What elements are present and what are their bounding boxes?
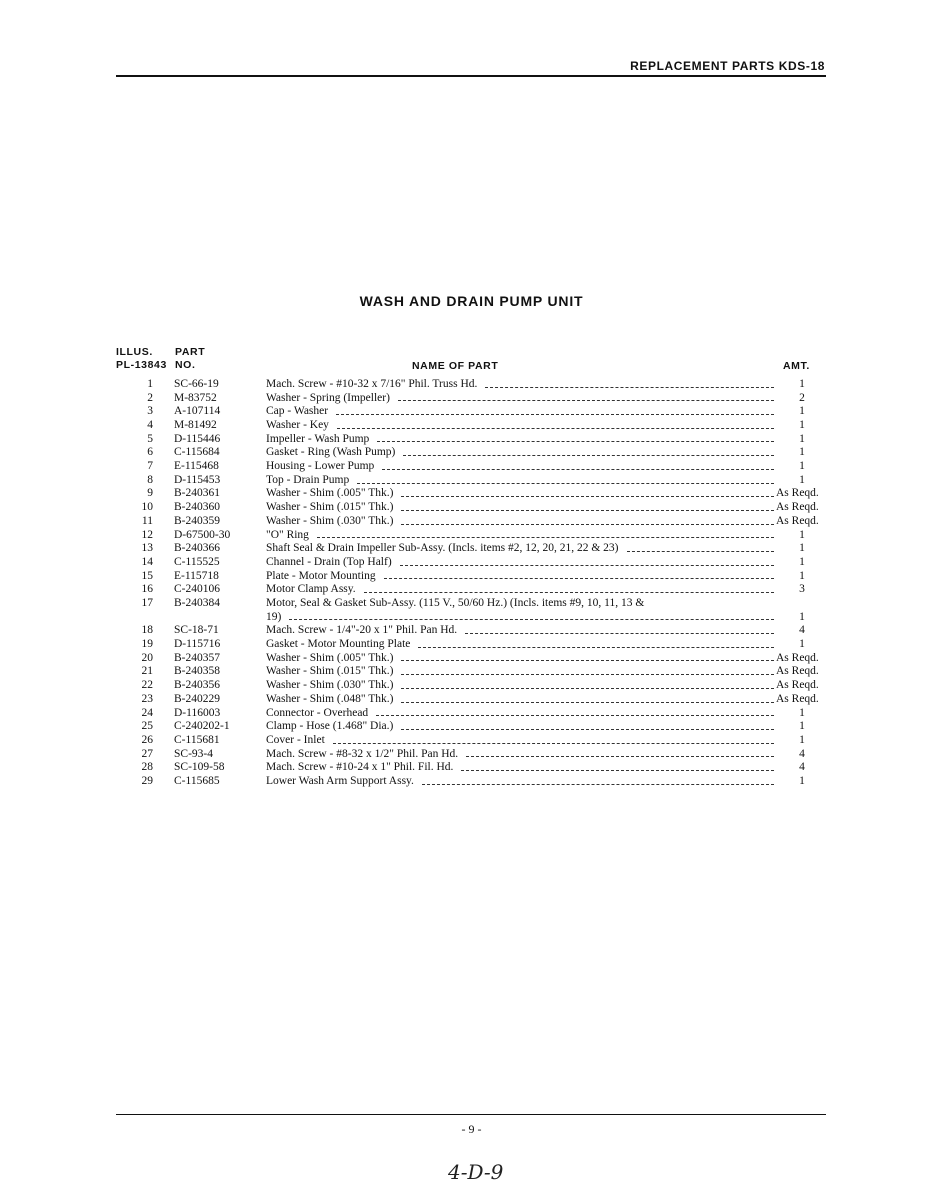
leader-dashes (377, 441, 774, 442)
part-name: Washer - Shim (.048" Thk.) (266, 692, 394, 705)
table-row (116, 665, 828, 679)
table-row (116, 734, 828, 748)
part-number: C-115525 (174, 555, 220, 568)
part-name-cell (266, 378, 776, 392)
part-name: Washer - Shim (.030" Thk.) (266, 514, 394, 527)
part-name: "O" Ring (266, 528, 309, 541)
illus-number: 24 (141, 706, 153, 719)
table-row (116, 583, 828, 597)
part-name: Washer - Shim (.015" Thk.) (266, 665, 394, 678)
amount: As Reqd. (776, 679, 819, 692)
part-name: Mach. Screw - #10-32 x 7/16" Phil. Truss Hd. (266, 377, 478, 390)
illus-number: 14 (141, 555, 153, 568)
footer-rule (116, 1114, 826, 1115)
part-name-cell (266, 624, 776, 638)
illus-number: 2 (147, 391, 153, 404)
amount: As Reqd. (776, 501, 819, 514)
illus-number: 1 (147, 377, 153, 390)
part-name: Gasket - Ring (Wash Pump) (266, 446, 396, 459)
part-name-cell (266, 720, 776, 734)
part-name-cell (266, 693, 776, 707)
illus-number: 12 (141, 528, 153, 541)
part-name-cell (266, 679, 776, 693)
part-number: C-115681 (174, 733, 220, 746)
part-name: Washer - Key (266, 419, 329, 432)
part-name: Mach. Screw - #8-32 x 1/2" Phil. Pan Hd. (266, 747, 459, 760)
leader-dashes (627, 551, 774, 552)
illus-number: 6 (147, 446, 153, 459)
amount: 1 (799, 419, 805, 432)
part-name-cell (266, 460, 776, 474)
amount: 1 (799, 706, 805, 719)
col-header-illus-1: ILLUS. (116, 346, 153, 358)
illus-number: 27 (141, 747, 153, 760)
illus-number: 3 (147, 405, 153, 418)
table-row (116, 378, 828, 392)
table-row (116, 460, 828, 474)
part-name: Lower Wash Arm Support Assy. (266, 774, 414, 787)
amount: 1 (799, 473, 805, 486)
illus-number: 4 (147, 419, 153, 432)
leader-dashes (398, 400, 774, 401)
part-name-cell (266, 734, 776, 748)
table-row (116, 542, 828, 556)
amount: 1 (799, 446, 805, 459)
part-name: Channel - Drain (Top Half) (266, 555, 392, 568)
page-number: - 9 - (461, 1122, 482, 1136)
part-number: C-240106 (174, 583, 220, 596)
amount: 1 (799, 528, 805, 541)
part-name: Housing - Lower Pump (266, 460, 375, 473)
leader-dashes (384, 578, 774, 579)
table-row (116, 501, 828, 515)
parts-table (116, 378, 828, 789)
col-header-part-2: NO. (175, 359, 196, 371)
amount: 1 (799, 555, 805, 568)
part-name: Motor, Seal & Gasket Sub-Assy. (115 V., 50/60 Hz.) (Incls. items #9, 10, 11, 13 & (266, 597, 645, 609)
table-row (116, 570, 828, 584)
part-number: B-240359 (174, 514, 220, 527)
part-name: Clamp - Hose (1.468" Dia.) (266, 720, 394, 733)
part-number: D-67500-30 (174, 528, 231, 541)
part-name-cell (266, 433, 776, 447)
part-number: D-115453 (174, 473, 221, 486)
part-number: D-115446 (174, 432, 221, 445)
table-row (116, 556, 828, 570)
part-name-cell (266, 405, 776, 419)
table-row (116, 488, 828, 502)
amount: 3 (799, 583, 805, 596)
part-name-cell (266, 446, 776, 460)
leader-dashes (364, 592, 774, 593)
illus-number: 23 (141, 692, 153, 705)
illus-number: 18 (141, 624, 153, 637)
part-name: Washer - Spring (Impeller) (266, 391, 390, 404)
part-number: B-240384 (174, 597, 220, 609)
illus-number: 10 (141, 501, 153, 514)
table-row (116, 693, 828, 707)
amount: 1 (799, 733, 805, 746)
amount: 1 (799, 610, 805, 623)
leader-dashes (376, 715, 774, 716)
illus-number: 5 (147, 432, 153, 445)
illus-number: 15 (141, 569, 153, 582)
amount: 4 (799, 761, 805, 774)
leader-dashes (382, 469, 774, 470)
illus-number: 26 (141, 733, 153, 746)
part-name-cell (266, 515, 776, 529)
table-row (116, 720, 828, 734)
leader-dashes (401, 660, 774, 661)
part-name-cell (266, 761, 776, 775)
amount: As Reqd. (776, 514, 819, 527)
table-row (116, 474, 828, 488)
amount: As Reqd. (776, 487, 819, 500)
illus-number: 28 (141, 761, 153, 774)
part-name: Washer - Shim (.030" Thk.) (266, 679, 394, 692)
leader-dashes (465, 633, 774, 634)
leader-dashes (401, 688, 774, 689)
part-name: Mach. Screw - #10-24 x 1" Phil. Fil. Hd. (266, 761, 454, 774)
part-number: A-107114 (174, 405, 221, 418)
part-name-cell (266, 748, 776, 762)
leader-dashes (401, 496, 774, 497)
illus-number: 22 (141, 679, 153, 692)
table-row (116, 446, 828, 460)
amount: As Reqd. (776, 651, 819, 664)
leader-dashes (333, 743, 774, 744)
part-number: SC-109-58 (174, 761, 225, 774)
table-row (116, 597, 828, 624)
leader-dashes (418, 647, 774, 648)
illus-number: 13 (141, 542, 153, 555)
illus-number: 17 (141, 597, 153, 609)
part-name-cell (266, 570, 776, 584)
handwritten-note: 4-D-9 (448, 1160, 504, 1184)
part-name: Cover - Inlet (266, 733, 325, 746)
table-row (116, 419, 828, 433)
part-name: Connector - Overhead (266, 706, 369, 719)
amount: 1 (799, 638, 805, 651)
part-name-cell (266, 707, 776, 721)
part-name-cell (266, 487, 776, 501)
leader-dashes (401, 729, 774, 730)
amount: 1 (799, 569, 805, 582)
part-number: D-115716 (174, 638, 221, 651)
illus-number: 21 (141, 665, 153, 678)
table-row (116, 433, 828, 447)
leader-dashes (336, 414, 774, 415)
part-name: Plate - Motor Mounting (266, 569, 376, 582)
col-header-amt: AMT. (783, 360, 810, 372)
illus-number: 25 (141, 720, 153, 733)
part-name-cell (266, 638, 776, 652)
part-name: Motor Clamp Assy. (266, 583, 356, 596)
amount: As Reqd. (776, 665, 819, 678)
part-number: B-240229 (174, 692, 220, 705)
header-rule (116, 75, 826, 77)
section-title: WASH AND DRAIN PUMP UNIT (359, 293, 584, 309)
leader-dashes (289, 619, 774, 620)
amount: 1 (799, 377, 805, 390)
illus-number: 9 (147, 487, 153, 500)
illus-number: 11 (141, 514, 153, 527)
leader-dashes (401, 702, 774, 703)
col-header-name: NAME OF PART (412, 360, 499, 372)
part-number: B-240360 (174, 501, 220, 514)
part-number: M-81492 (174, 419, 217, 432)
part-number: C-240202-1 (174, 720, 230, 733)
part-name: Mach. Screw - 1/4"-20 x 1" Phil. Pan Hd. (266, 624, 458, 637)
part-name: Impeller - Wash Pump (266, 432, 370, 445)
illus-number: 29 (141, 774, 153, 787)
part-name-cell (266, 597, 776, 624)
table-row (116, 652, 828, 666)
part-name-cell (266, 652, 776, 666)
part-number: B-240361 (174, 487, 220, 500)
amount: 1 (799, 460, 805, 473)
part-number: C-115684 (174, 446, 220, 459)
leader-dashes (466, 756, 774, 757)
part-name: Washer - Shim (.015" Thk.) (266, 501, 394, 514)
table-row (116, 392, 828, 406)
part-name-cell (266, 392, 776, 406)
part-name-cell (266, 474, 776, 488)
part-name-cell (266, 556, 776, 570)
part-number: SC-66-19 (174, 377, 219, 390)
illus-number: 20 (141, 651, 153, 664)
part-number: E-115718 (174, 569, 219, 582)
part-number: B-240356 (174, 679, 220, 692)
leader-dashes (401, 510, 774, 511)
table-row (116, 679, 828, 693)
amount: 2 (799, 391, 805, 404)
part-name: Washer - Shim (.005" Thk.) (266, 487, 394, 500)
part-name-cell (266, 542, 776, 556)
part-number: M-83752 (174, 391, 217, 404)
part-number: E-115468 (174, 460, 219, 473)
amount: 4 (799, 624, 805, 637)
part-name-cell (266, 501, 776, 515)
leader-dashes (400, 565, 774, 566)
part-number: B-240358 (174, 665, 220, 678)
leader-dashes (461, 770, 774, 771)
table-row (116, 707, 828, 721)
leader-dashes (357, 483, 774, 484)
part-number: SC-93-4 (174, 747, 213, 760)
part-number: SC-18-71 (174, 624, 219, 637)
table-row (116, 638, 828, 652)
part-number: C-115685 (174, 774, 220, 787)
illus-number: 19 (141, 638, 153, 651)
leader-dashes (317, 537, 774, 538)
leader-dashes (401, 524, 774, 525)
table-row (116, 761, 828, 775)
part-name-cell (266, 419, 776, 433)
amount: 1 (799, 720, 805, 733)
table-row (116, 515, 828, 529)
leader-dashes (403, 455, 774, 456)
amount: 4 (799, 747, 805, 760)
table-row (116, 624, 828, 638)
leader-dashes (485, 387, 774, 388)
illus-number: 8 (147, 473, 153, 486)
amount: 1 (799, 542, 805, 555)
part-number: B-240366 (174, 542, 220, 555)
amount: 1 (799, 774, 805, 787)
leader-dashes (337, 428, 774, 429)
col-header-part-1: PART (175, 346, 206, 358)
amount: 1 (799, 405, 805, 418)
part-number: B-240357 (174, 651, 220, 664)
part-name: Gasket - Motor Mounting Plate (266, 638, 411, 651)
part-name: Top - Drain Pump (266, 473, 350, 486)
table-row (116, 748, 828, 762)
illus-number: 16 (141, 583, 153, 596)
part-number: D-116003 (174, 706, 221, 719)
amount: As Reqd. (776, 692, 819, 705)
part-name: Washer - Shim (.005" Thk.) (266, 651, 394, 664)
table-row (116, 405, 828, 419)
leader-dashes (422, 784, 774, 785)
part-name-cell (266, 665, 776, 679)
amount: 1 (799, 432, 805, 445)
document-header-title: REPLACEMENT PARTS KDS-18 (630, 59, 825, 73)
part-name-continued: 19) (266, 610, 282, 623)
part-name: Cap - Washer (266, 405, 329, 418)
part-name-cell (266, 583, 776, 597)
part-name-cell (266, 529, 776, 543)
illus-number: 7 (147, 460, 153, 473)
part-name: Shaft Seal & Drain Impeller Sub-Assy. (Incls. items #2, 12, 20, 21, 22 & 23) (266, 542, 619, 555)
table-row (116, 775, 828, 789)
table-row (116, 529, 828, 543)
leader-dashes (401, 674, 774, 675)
part-name-cell (266, 775, 776, 789)
col-header-illus-2: PL-13843 (116, 359, 167, 371)
